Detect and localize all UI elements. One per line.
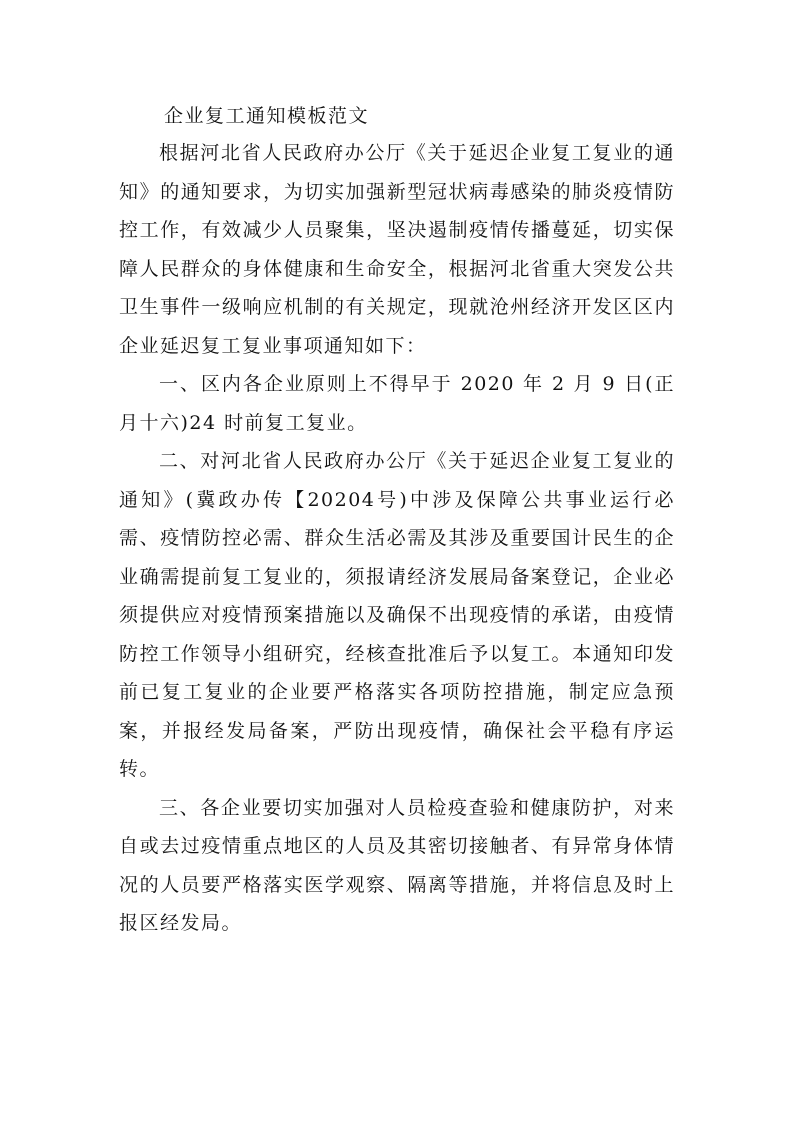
paragraph-intro: 根据河北省人民政府办公厅《关于延迟企业复工复业的通知》的通知要求，为切实加强新型冠状病毒感染的肺炎疫情防控工作，有效减少人员聚集，坚决遏制疫情传播蔓延，切实保障人民群众的身体健康和生命安全，根据河北省重大突发公共卫生事件一级响应机制的有关规定，现就沧州经济开发区区内企业延迟复工复业事项通知如下：	[119, 142, 675, 357]
document-title: 企业复工通知模板范文	[164, 105, 370, 127]
paragraph-item-1: 一、区内各企业原则上不得早于 2020 年 2 月 9 日(正月十六)24 时前复工复业。	[119, 373, 675, 434]
document-body	[119, 98, 675, 943]
paragraph-item-3: 三、各企业要切实加强对人员检疫查验和健康防护，对来自或去过疫情重点地区的人员及其密切接触者、有异常身体情况的人员要严格落实医学观察、隔离等措施，并将信息及时上报区经发局。	[119, 796, 675, 934]
paragraph-item-2: 二、对河北省人民政府办公厅《关于延迟企业复工复业的通知》(冀政办传【20204号)中涉及保障公共事业运行必需、疫情防控必需、群众生活必需及其涉及重要国计民生的企业确需提前复工复业的，须报请经济发展局备案登记，企业必须提供应对疫情预案措施以及确保不出现疫情的承诺，由疫情防控工作领导小组研究，经核查批准后予以复工。本通知印发前已复工复业的企业要严格落实各项防控措施，制定应急预案，并报经发局备案，严防出现疫情，确保社会平稳有序运转。	[119, 450, 675, 780]
